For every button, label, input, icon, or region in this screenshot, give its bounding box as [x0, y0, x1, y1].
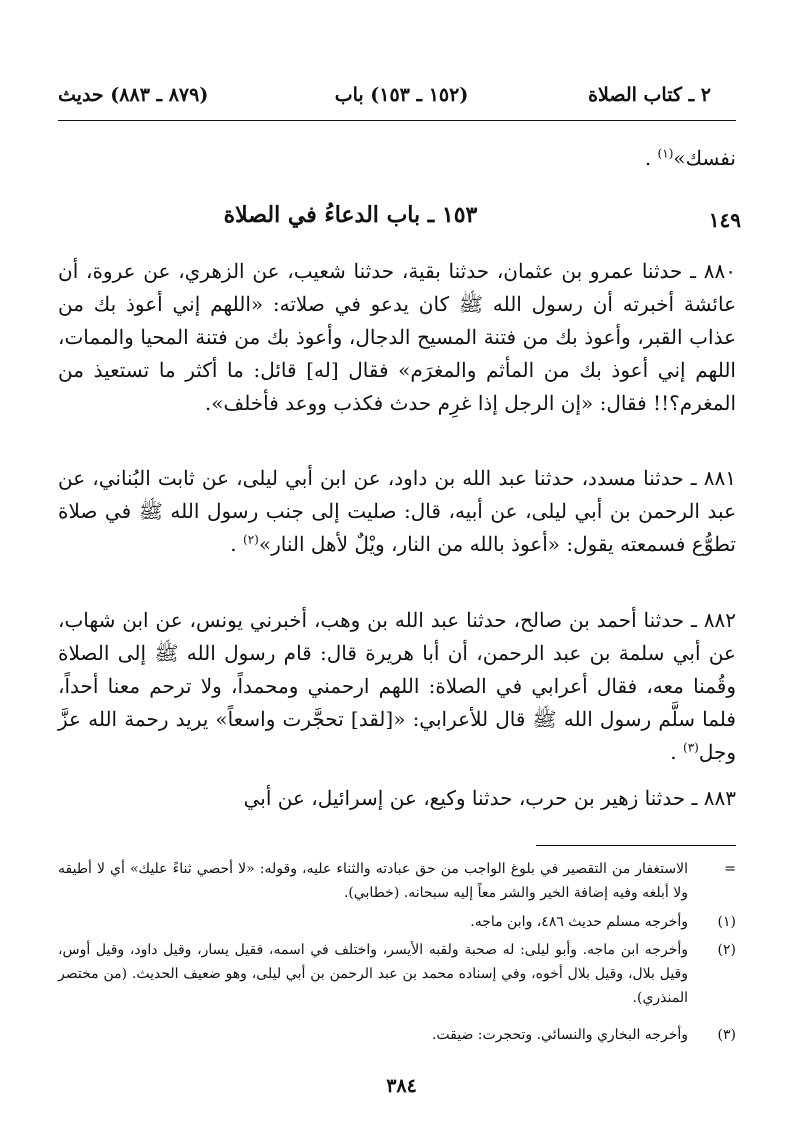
hadith-text: ٨٨٠ ـ حدثنا عمرو بن عثمان، حدثنا بقية، حدثنا شعيب، عن الزهري، عن عروة، أن عائشة أخبرته أن رسول الله ﷺ كان يدعو في صلاته: «اللهم إني أعوذ بك من عذاب القبر، وأعوذ بك من فتنة المسيح الدجال، وأعوذ بك من فتنة المحيا والممات، اللهم إني أعوذ بك من المأثم والمغرَم» فقال [له] قائل: ما أكثر ما تستعيذ من المغرم؟!! فقال: «إن الرجل إذا غرِم حدث فكذب ووعد فأخلف».: [58, 259, 736, 415]
footnote-marker: (٢): [717, 942, 736, 958]
hadith-883: [58, 782, 736, 815]
footnote-1: [58, 910, 736, 934]
footnote-marker: (٣): [717, 1027, 736, 1043]
footnote-2: [58, 938, 736, 1010]
footnote-text: وأخرجه مسلم حديث ٤٨٦، وابن ماجه.: [470, 914, 688, 930]
hadith-882: [58, 604, 736, 769]
footnote-3: [58, 1023, 736, 1047]
footnote-text: الاستغفار من التقصير في بلوغ الواجب من حق عبادته والثناء عليه، وقوله: «لا أحصي ثناءً عليك» أي لا أطيقه ولا أبلغه وفيه إضافة الخير والشر معاً إليه سبحانه. (خطابي).: [58, 861, 688, 901]
footnote-text: وأخرجه البخاري والنسائي. وتحجرت: ضيقت.: [431, 1027, 688, 1043]
footnote-marker: =: [724, 861, 736, 877]
continued-text-body: نفسك»: [673, 146, 736, 170]
hadith-881: [58, 462, 736, 561]
footnote-ref-1: (١): [657, 146, 674, 161]
hadith-text: ٨٨٢ ـ حدثنا أحمد بن صالح، حدثنا عبد الله بن وهب، أخبرني يونس، عن ابن شهاب، عن أبي سلمة بن عبد الرحمن، أن أبا هريرة قال: قام رسول الله ﷺ إلى الصلاة وقُمنا معه، فقال أعرابي في الصلاة: اللهم ارحمني ومحمداً، ولا ترحم معنا أحداً، فلما سلَّم رسول الله ﷺ قال للأعرابي: «[لقد] تحجَّرت واسعاً» يريد رحمة الله عزَّ وجل: [58, 608, 736, 764]
footnote-marker: (١): [717, 914, 736, 930]
hadith-text: ٨٨٣ ـ حدثنا زهير بن حرب، حدثنا وكيع، عن إسرائيل، عن أبي: [243, 786, 736, 810]
footnote-text: وأخرجه ابن ماجه. وأبو ليلى: له صحبة ولقبه الأيسر، واختلف في اسمه، فقيل يسار، وقيل داود، وقيل أوس، وقيل بلال، وقيل بلال أخوه، وفي إسناده محمد بن عبد الرحمن بن أبي ليلى، وهو ضعيف الحديث. (من مختصر المنذري).: [58, 942, 688, 1006]
hadith-880: [58, 255, 736, 420]
running-header-chapters: (١٥٢ ـ ١٥٣) باب: [334, 84, 469, 106]
running-header-hadith-range: (٨٧٩ ـ ٨٨٣) حديث: [58, 84, 209, 106]
footnote-ref-2: (٢): [243, 532, 259, 547]
page-number: ٣٨٤: [386, 1075, 417, 1097]
hadith-end: .: [670, 740, 683, 764]
footnote-continued: [58, 857, 736, 905]
chapter-title: ١٥٣ ـ باب الدعاءُ في الصلاة: [223, 202, 478, 228]
continued-text-end: .: [644, 146, 658, 170]
header-rule: [58, 120, 736, 121]
footnote-ref-3: (٣): [683, 740, 699, 755]
continued-text: [58, 142, 736, 175]
footnote-rule: [536, 845, 736, 846]
hadith-end: .: [230, 532, 244, 556]
chapter-margin-number: ١٤٩: [708, 208, 741, 232]
hadith-text: ٨٨١ ـ حدثنا مسدد، حدثنا عبد الله بن داود، عن ابن أبي ليلى، عن ثابت البُناني، عن عبد الرحمن بن أبي ليلى، عن أبيه، قال: صليت إلى جنب رسول الله ﷺ في صلاة تطوُّع فسمعته يقول: «أعوذ بالله من النار، ويْلٌ لأهل النار»: [58, 466, 737, 556]
running-header-book: ٢ ـ كتاب الصلاة: [588, 84, 711, 106]
